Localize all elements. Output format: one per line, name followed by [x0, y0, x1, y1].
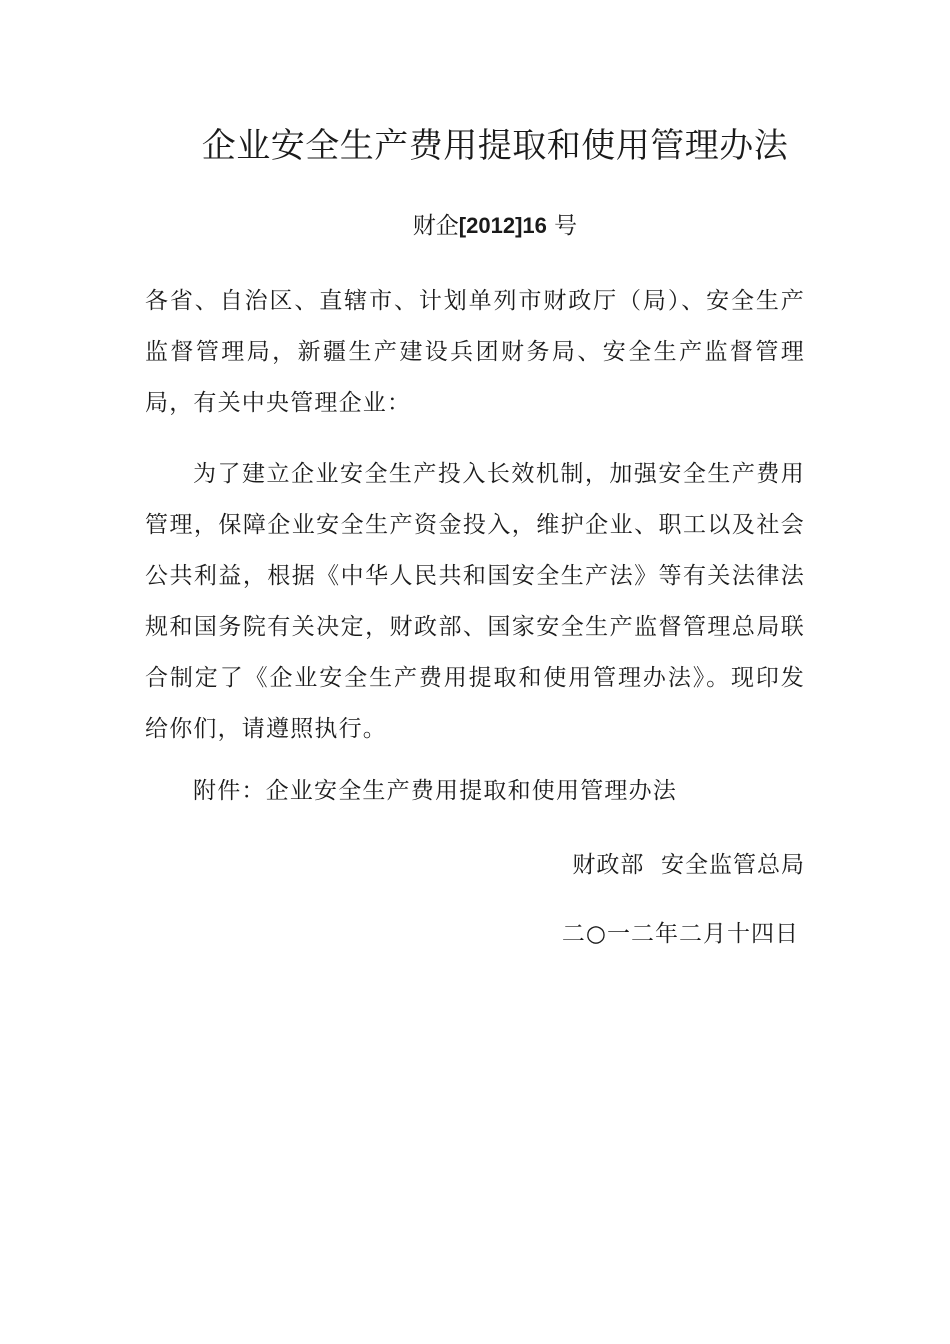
document-number-prefix: 财企 [412, 213, 459, 239]
document-number-code: [2012]16 [458, 213, 547, 238]
attachment-line: 附件：企业安全生产费用提取和使用管理办法 [193, 778, 677, 804]
document-title: 企业安全生产费用提取和使用管理办法 [201, 126, 789, 166]
body-paragraph: 为了建立企业安全生产投入长效机制，加强安全生产费用管理，保障企业安全生产资金投入，维护企业、职工以及社会公共利益，根据《中华人民共和国安全生产法》等有关法律法规和国务院有关决定，财政部、国家安全生产监督管理总局联合制定了《企业安全生产费用提取和使用管理办法》。现印发给你们，请遵照执行。 [145, 461, 805, 742]
issuing-authorities: 财政部 安全监管总局 [572, 852, 805, 878]
addressee-paragraph: 各省、自治区、直辖市、计划单列市财政厅（局）、安全生产监督管理局，新疆生产建设兵团财务局、安全生产监督管理局，有关中央管理企业： [145, 288, 805, 416]
document-number-suffix: 号 [546, 213, 578, 239]
document-number [145, 208, 845, 244]
issue-date: 二○一二年二月十四日 [561, 921, 799, 947]
